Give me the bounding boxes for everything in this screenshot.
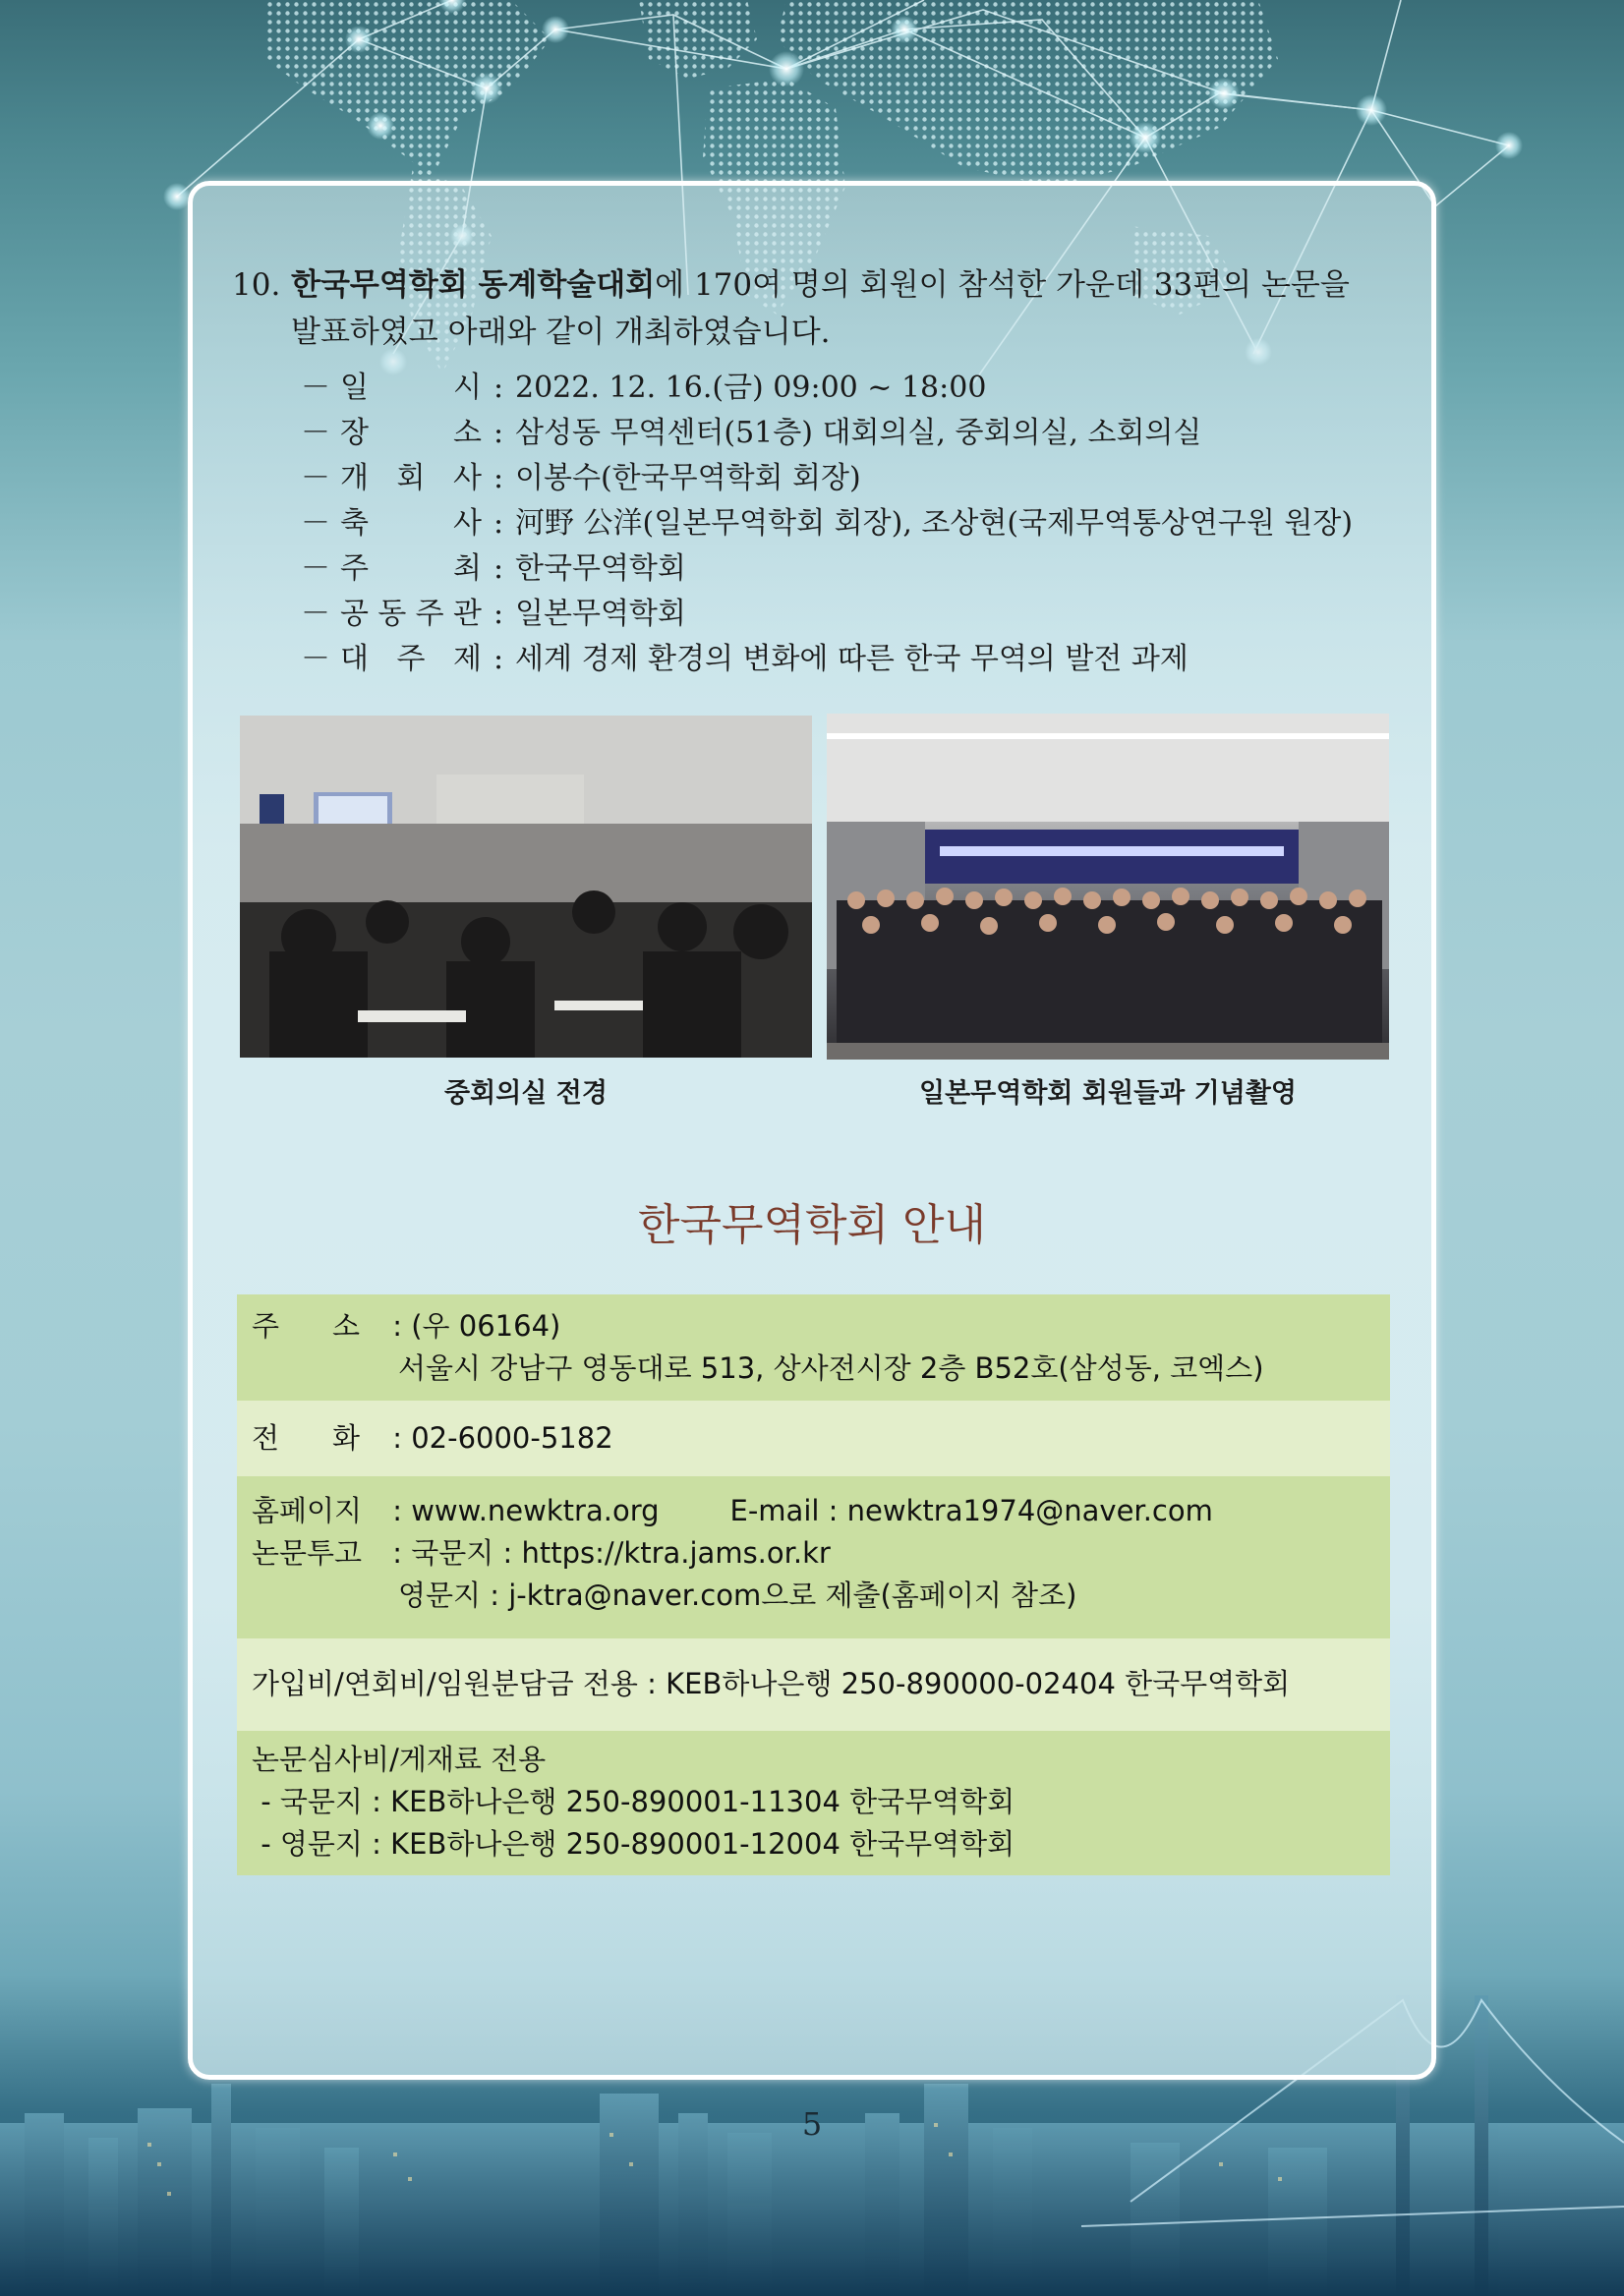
detail-dash: － — [301, 416, 330, 450]
detail-dash: － — [301, 371, 330, 405]
detail-label: 대 주 제 — [340, 642, 482, 676]
detail-row — [301, 592, 1353, 637]
email-link[interactable]: newktra1974@naver.com — [846, 1494, 1213, 1527]
info-phone-row: 전 화 : 02-6000-5182 — [237, 1401, 1390, 1476]
intro-paragraph — [232, 261, 1412, 356]
photo-group — [827, 714, 1389, 1060]
detail-label: 축 사 — [340, 506, 482, 541]
info-address-row: 주 소 : (우 06164) 서울시 강남구 영동대로 513, 상사전시장 2층 B52호(삼성동, 코엑스) — [237, 1294, 1390, 1401]
detail-row — [301, 411, 1353, 456]
detail-row — [301, 501, 1353, 546]
detail-value: 河野 公洋(일본무역학회 회장), 조상현(국제무역통상연구원 원장) — [515, 506, 1354, 541]
detail-colon: : — [493, 551, 504, 586]
caption-left: 중회의실 전경 — [444, 1078, 608, 1109]
guide-title: 한국무역학회 안내 — [637, 1200, 987, 1250]
info-review-row — [237, 1731, 1390, 1875]
submission-domestic[interactable]: 국문지 : https://ktra.jams.or.kr — [411, 1536, 831, 1570]
detail-label: 공 동 주 관 — [340, 597, 482, 631]
detail-dash: － — [301, 597, 330, 631]
review-english: - 영문지 : KEB하나은행 250-890001-12004 한국무역학회 — [252, 1827, 1015, 1861]
address-postal: (우 06164) — [411, 1309, 561, 1343]
review-domestic: - 국문지 : KEB하나은행 250-890001-11304 한국무역학회 — [252, 1785, 1015, 1818]
address-label: 주 소 — [252, 1309, 361, 1343]
item-number: 10. — [232, 267, 281, 303]
phone-label: 전 화 — [252, 1421, 361, 1455]
detail-row — [301, 637, 1353, 682]
submission-label: 논문투고 — [252, 1536, 363, 1570]
homepage-link[interactable]: www.newktra.org — [411, 1494, 660, 1527]
submission-english[interactable]: 영문지 : j-ktra@naver.com으로 제출(홈페이지 참조) — [398, 1578, 1077, 1612]
event-name: 한국무역학회 동계학술대회 — [291, 267, 656, 303]
detail-dash: － — [301, 551, 330, 586]
homepage-label: 홈페이지 — [252, 1494, 363, 1527]
detail-value: 한국무역학회 — [515, 551, 686, 586]
detail-dash: － — [301, 461, 330, 495]
detail-value: 이봉수(한국무역학회 회장) — [515, 461, 861, 495]
intro-line1: 에 170여 명의 회원이 참석한 가운데 33편의 논문을 — [655, 267, 1350, 303]
detail-value: 2022. 12. 16.(금) 09:00 ~ 18:00 — [515, 371, 987, 405]
intro-line2: 발표하였고 아래와 같이 개최하였습니다. — [291, 315, 831, 350]
detail-label: 일 시 — [340, 371, 482, 405]
review-title: 논문심사비/게재료 전용 — [252, 1743, 547, 1776]
detail-colon: : — [493, 597, 504, 631]
detail-row — [301, 366, 1353, 411]
detail-value: 세계 경제 환경의 변화에 따른 한국 무역의 발전 과제 — [515, 642, 1189, 676]
info-table — [237, 1294, 1390, 1875]
detail-colon: : — [493, 642, 504, 676]
detail-dash: － — [301, 642, 330, 676]
email-label: E-mail — [729, 1494, 820, 1527]
detail-label: 장 소 — [340, 416, 482, 450]
detail-colon: : — [493, 416, 504, 450]
detail-colon: : — [493, 461, 504, 495]
detail-row — [301, 456, 1353, 501]
detail-value: 삼성동 무역센터(51층) 대회의실, 중회의실, 소회의실 — [515, 416, 1202, 450]
detail-label: 개 회 사 — [340, 461, 482, 495]
detail-value: 일본무역학회 — [515, 597, 686, 631]
address-line: 서울시 강남구 영동대로 513, 상사전시장 2층 B52호(삼성동, 코엑스) — [398, 1351, 1264, 1385]
detail-dash: － — [301, 506, 330, 541]
detail-colon: : — [493, 506, 504, 541]
detail-row — [301, 546, 1353, 592]
caption-right: 일본무역학회 회원들과 기념촬영 — [919, 1078, 1297, 1109]
phone-number: 02-6000-5182 — [411, 1421, 613, 1455]
detail-label: 주 최 — [340, 551, 482, 586]
fee-account: 가입비/연회비/임원분담금 전용 : KEB하나은행 250-890000-02404 한국무역학회 — [252, 1667, 1291, 1700]
info-fee-row — [237, 1638, 1390, 1731]
page-number: 5 — [801, 2105, 823, 2143]
photo-meeting-room — [240, 716, 812, 1058]
info-web-row: 홈페이지 : www.newktra.org E-mail : newktra1974@naver.com 논문투고 : 국문지 : https://ktra.jams.or.kr 영문지 : j-ktra@naver.com으로 제출(홈페이지 참조) — [237, 1476, 1390, 1638]
event-details-list — [301, 366, 1353, 682]
detail-colon: : — [493, 371, 504, 405]
